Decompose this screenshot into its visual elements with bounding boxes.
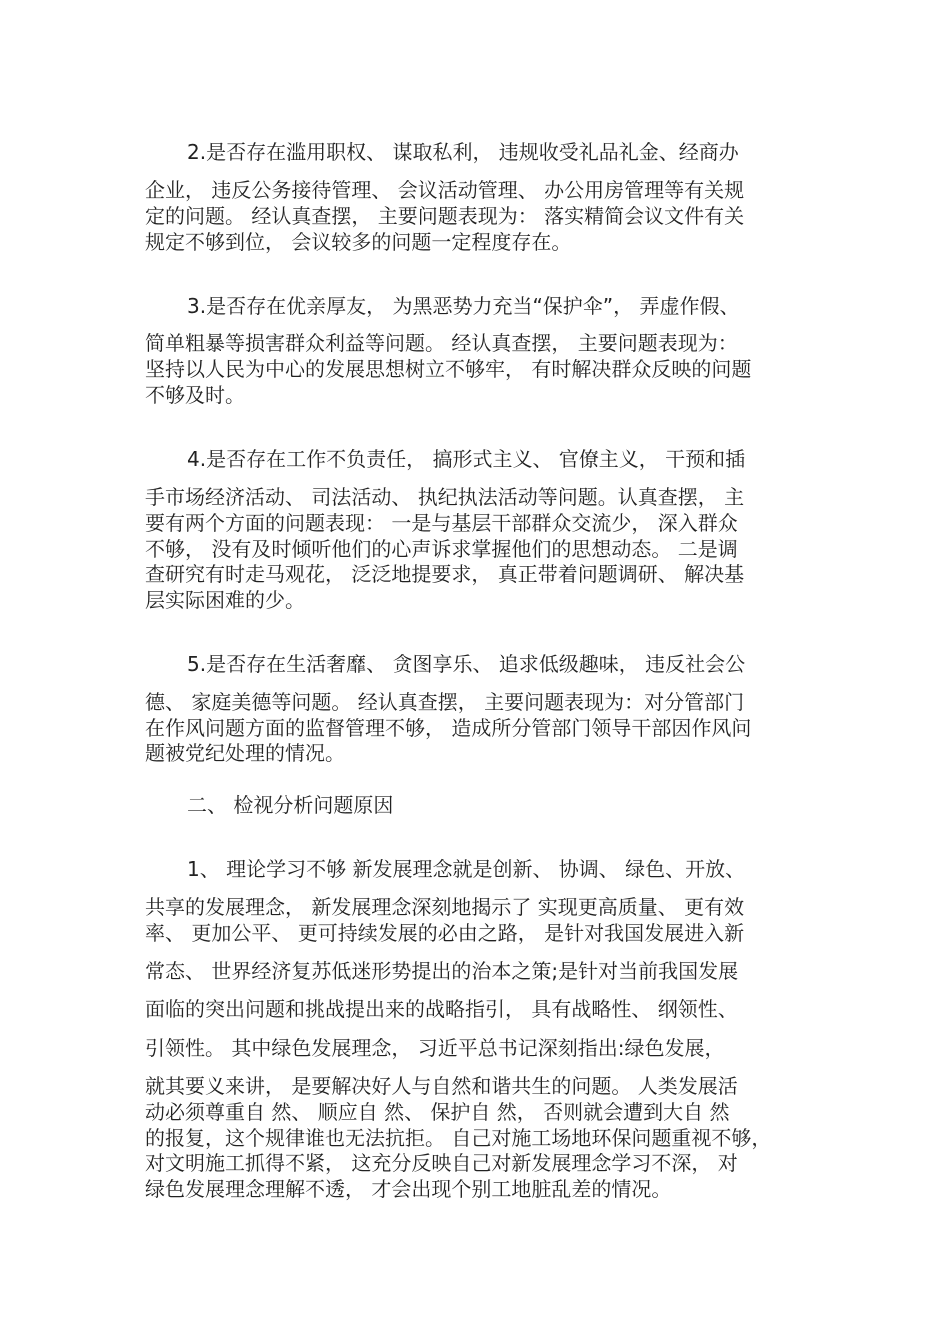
text-line: 共享的发展理念， 新发展理念深刻地揭示了 实现更高质量、 更有效 — [145, 895, 745, 919]
text-line: 动必须尊重自 然、 顺应自 然、 保护自 然， 否则就会遭到大自 然 — [145, 1100, 730, 1124]
text-line: 的报复，这个规律谁也无法抗拒。 自己对施工场地环保问题重视不够， — [145, 1126, 772, 1150]
text-line: 坚持以人民为中心的发展思想树立不够牢， 有时解决群众反映的问题 — [145, 357, 752, 381]
text-line: 不够及时。 — [145, 383, 245, 407]
text-line: 3.是否存在优亲厚友， 为黑恶势力充当“保护伞”， 弄虚作假、 — [187, 294, 740, 318]
text-line: 就其要义来讲， 是要解决好人与自然和谐共生的问题。 人类发展活 — [145, 1074, 738, 1098]
text-line: 常态、 世界经济复苏低迷形势提出的治本之策;是针对当前我国发展 — [145, 959, 739, 983]
text-line: 要有两个方面的问题表现： 一是与基层干部群众交流少， 深入群众 — [145, 511, 738, 535]
text-line: 5.是否存在生活奢靡、 贪图享乐、 追求低级趣味， 违反社会公 — [187, 652, 746, 676]
text-line: 4.是否存在工作不负责任， 搞形式主义、 官僚主义， 干预和插 — [187, 447, 746, 471]
text-line: 定的问题。 经认真查摆， 主要问题表现为： 落实精简会议文件有关 — [145, 204, 745, 228]
text-line: 在作风问题方面的监督管理不够， 造成所分管部门领导干部因作风问 — [145, 716, 752, 740]
text-line: 企业， 违反公务接待管理、 会议活动管理、 办公用房管理等有关规 — [145, 178, 745, 202]
text-line: 2.是否存在滥用职权、 谋取私利， 违规收受礼品礼金、经商办 — [187, 140, 739, 164]
text-line: 手市场经济活动、 司法活动、 执纪执法活动等问题。认真查摆， 主 — [145, 485, 745, 509]
text-line: 德、 家庭美德等问题。 经认真查摆， 主要问题表现为：对分管部门 — [145, 690, 745, 714]
text-line: 题被党纪处理的情况。 — [145, 741, 345, 765]
text-line: 不够， 没有及时倾听他们的心声诉求掌握他们的思想动态。 二是调 — [145, 537, 738, 561]
text-line: 对文明施工抓得不紧， 这充分反映自己对新发展理念学习不深， 对 — [145, 1151, 738, 1175]
text-line: 面临的突出问题和挑战提出来的战略指引， 具有战略性、 纲领性、 — [145, 997, 738, 1021]
text-line: 层实际困难的少。 — [145, 588, 305, 612]
text-line: 1、 理论学习不够 新发展理念就是创新、 协调、 绿色、开放、 — [187, 857, 746, 881]
text-line: 率、 更加公平、 更可持续发展的必由之路， 是针对我国发展进入新 — [145, 921, 745, 945]
text-line: 引领性。 其中绿色发展理念， 习近平总书记深刻指出:绿色发展， — [145, 1036, 725, 1060]
section-heading: 二、 检视分析问题原因 — [187, 793, 394, 817]
text-line: 规定不够到位， 会议较多的问题一定程度存在。 — [145, 230, 572, 254]
text-line: 查研究有时走马观花， 泛泛地提要求， 真正带着问题调研、 解决基 — [145, 562, 745, 586]
text-line: 简单粗暴等损害群众利益等问题。 经认真查摆， 主要问题表现为： — [145, 331, 738, 355]
text-line: 绿色发展理念理解不透， 才会出现个别工地脏乱差的情况。 — [145, 1177, 672, 1201]
